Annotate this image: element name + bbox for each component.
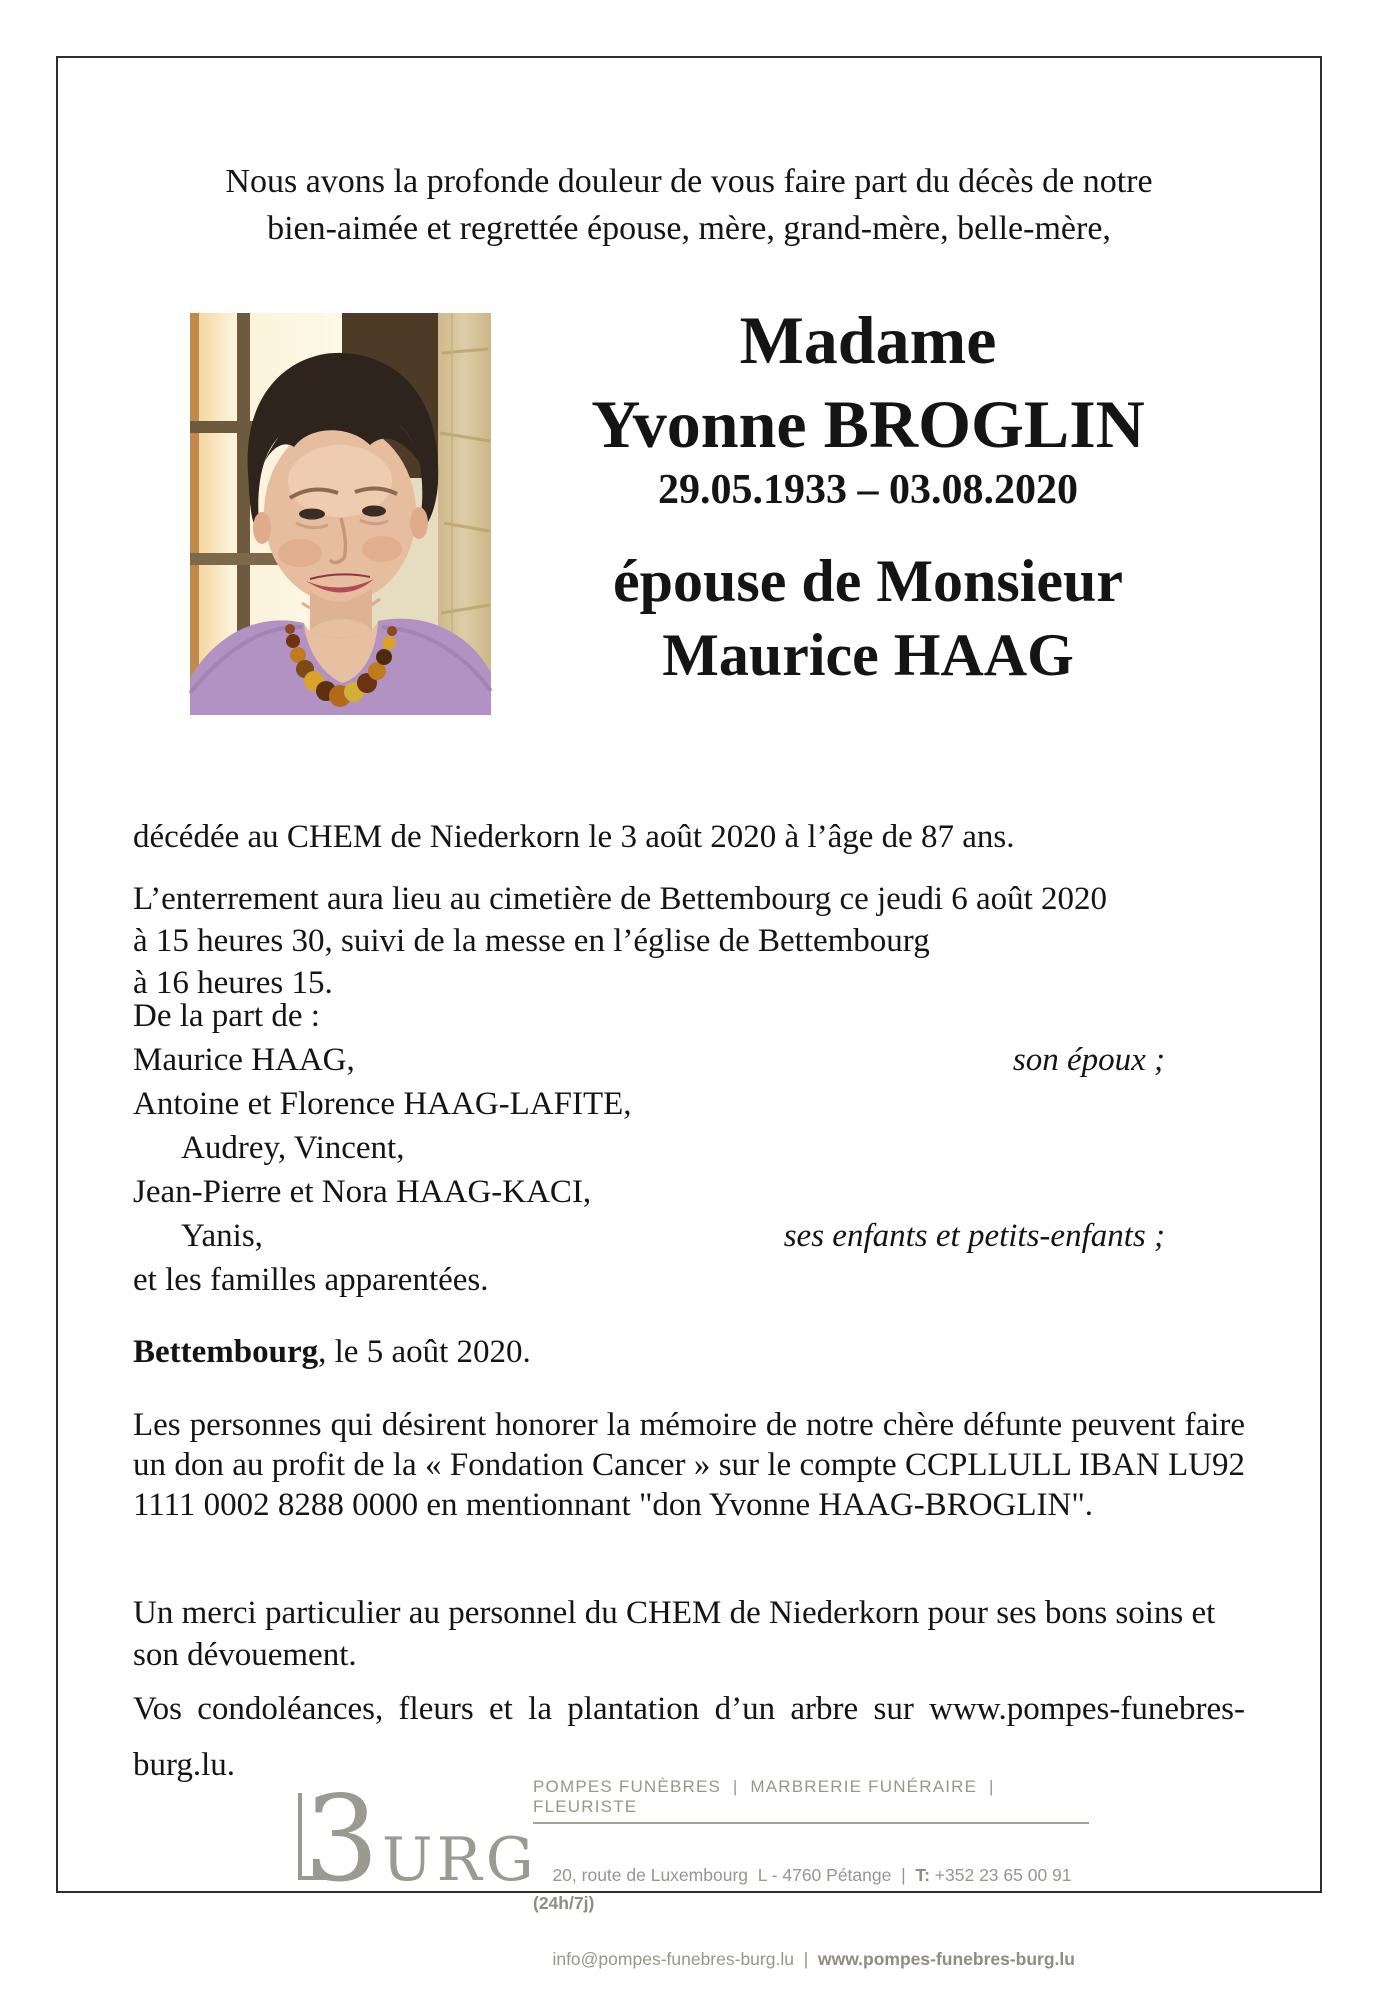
family-member: Audrey, Vincent,	[181, 1130, 405, 1166]
family-member: et les familles apparentées.	[133, 1262, 489, 1298]
family-row	[133, 1214, 1245, 1258]
footer-phone-hours: (24h/7j)	[533, 1893, 595, 1913]
footer-divider	[533, 1822, 1089, 1824]
deceased-title-block	[491, 298, 1245, 692]
family-row	[133, 1126, 1245, 1170]
logo-letters-urg: URG	[382, 1825, 538, 1895]
family-list	[133, 994, 1245, 1302]
burg-logo	[288, 1770, 538, 1908]
family-member: Antoine et Florence HAAG-LAFITE,	[133, 1086, 632, 1122]
from-label-row	[133, 994, 1245, 1038]
deceased-dates: 29.05.1933 – 03.08.2020	[658, 467, 1078, 513]
family-relation: son époux ;	[1012, 1042, 1165, 1078]
footer-services-line: POMPES FUNÈBRES | MARBRERIE FUNÉRAIRE | FLEURISTE	[533, 1777, 1007, 1816]
logo-letter-b-bowls: 3	[304, 1770, 380, 1908]
dateline	[133, 1331, 1245, 1373]
family-row	[133, 1082, 1245, 1126]
intro-line-2: bien-aimée et regrettée épouse, mère, grand-mère, belle-mère,	[267, 210, 1111, 247]
spouse-prefix: épouse de Monsieur	[613, 548, 1123, 614]
family-row	[133, 1170, 1245, 1214]
deceased-honorific: Madame	[739, 302, 997, 378]
condolences-paragraph: Vos condoléances, fleurs et la plantation d’un arbre sur www.pompes-funebres-burg.lu.	[133, 1691, 1245, 1783]
dateline-place: Bettembourg	[133, 1334, 319, 1370]
footer-address: 20, route de Luxembourg L - 4760 Pétange |	[552, 1865, 916, 1885]
burg-logo-graphic	[288, 1770, 538, 1908]
logo-letter-b-stem	[298, 1793, 302, 1880]
funeral-line-2: à 15 heures 30, suivi de la messe en l’église de Bettembourg	[133, 923, 930, 959]
family-member: Yanis,	[181, 1218, 263, 1254]
footer-phone-label: T:	[915, 1865, 930, 1885]
footer-website: www.pompes-funebres-burg.lu	[817, 1949, 1075, 1969]
spouse-name: Maurice HAAG	[662, 622, 1074, 688]
portrait-photo	[190, 313, 491, 715]
deceased-name: Yvonne BROGLIN	[591, 386, 1145, 462]
funeral-line-3: à 16 heures 15.	[133, 965, 333, 1001]
portrait-illustration	[190, 313, 491, 715]
death-notice: décédée au CHEM de Niederkorn le 3 août 2020 à l’âge de 87 ans.	[133, 819, 1015, 855]
footer-email: info@pompes-funebres-burg.lu	[552, 1949, 794, 1969]
funeral-details	[133, 878, 1245, 1004]
footer-contact-block	[533, 1833, 1089, 2001]
funeral-line-1: L’enterrement aura lieu au cimetière de Bettembourg ce jeudi 6 août 2020	[133, 881, 1108, 917]
family-member: Jean-Pierre et Nora HAAG-KACI,	[133, 1174, 592, 1210]
footer-phone: +352 23 65 00 91	[929, 1865, 1077, 1885]
intro-text	[90, 158, 1288, 252]
intro-line-1: Nous avons la profonde douleur de vous faire part du décès de notre	[225, 163, 1153, 200]
dateline-date: , le 5 août 2020.	[318, 1334, 531, 1370]
donation-paragraph: Les personnes qui désirent honorer la mémoire de notre chère défunte peuvent faire un don au profit de la « Fondation Cancer » sur le compte CCPLLULL IBAN LU92 1111 0002 8288 0000 en mentionnant "don Yvonne HAAG-BROGLIN".	[133, 1407, 1245, 1523]
family-member: Maurice HAAG,	[133, 1042, 355, 1078]
family-relation: ses enfants et petits-enfants ;	[783, 1218, 1165, 1254]
family-row	[133, 1258, 1245, 1302]
family-row	[133, 1038, 1245, 1082]
thanks-paragraph: Un merci particulier au personnel du CHEM de Niederkorn pour ses bons soins et son dévouement.	[133, 1595, 1216, 1673]
footer-separator: |	[793, 1949, 818, 1969]
from-label: De la part de :	[133, 998, 320, 1034]
